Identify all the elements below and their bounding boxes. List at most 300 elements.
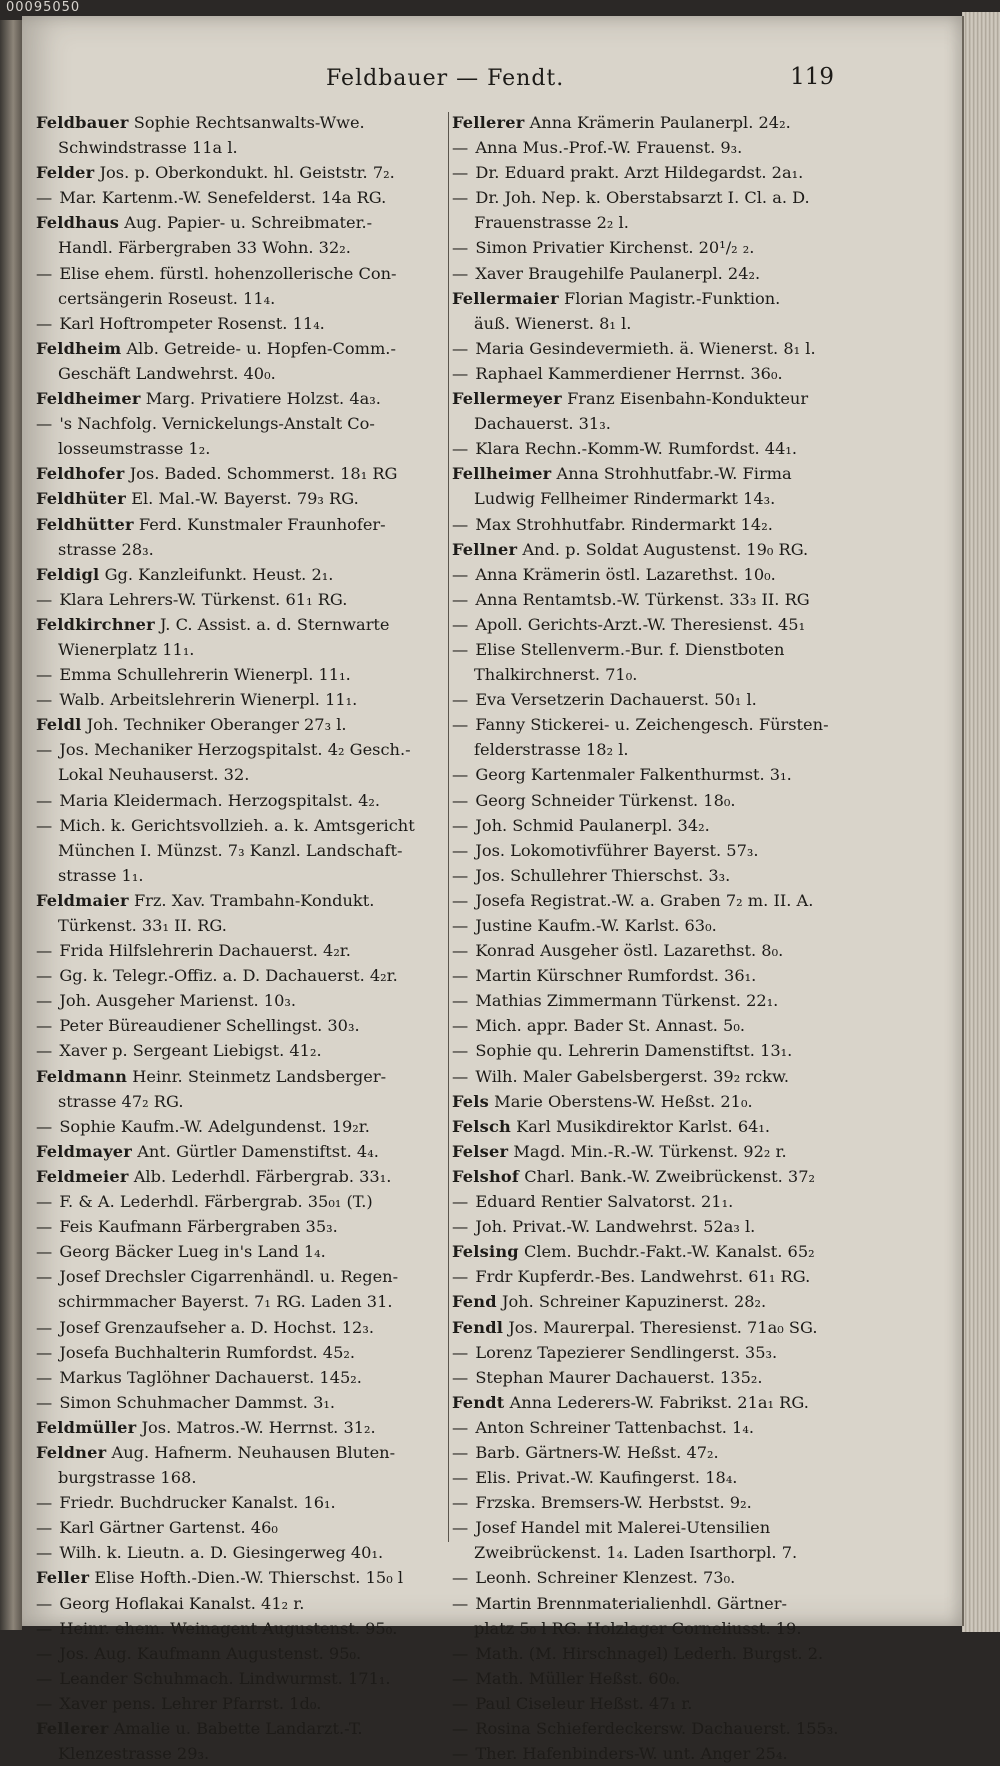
sub-entry bbox=[36, 1315, 446, 1340]
ditto-dash: — bbox=[452, 1442, 474, 1462]
surname: Fellermeyer bbox=[452, 389, 562, 409]
left-column bbox=[36, 110, 446, 1766]
surname-entry bbox=[36, 160, 446, 185]
sub-entry bbox=[36, 1264, 446, 1289]
ditto-dash: — bbox=[452, 1744, 474, 1764]
entry-text: Leonh. Schreiner Klenzest. 73₀. bbox=[475, 1568, 736, 1588]
ditto-dash: — bbox=[452, 1719, 474, 1738]
ditto-dash: — bbox=[36, 313, 58, 333]
sub-entry bbox=[452, 1465, 872, 1490]
surname-entry bbox=[36, 461, 446, 486]
ditto-dash: — bbox=[36, 690, 58, 710]
ditto-dash: — bbox=[452, 1643, 474, 1663]
ditto-dash: — bbox=[452, 815, 474, 835]
entry-text: Gg. Kanzleifunkt. Heust. 2₁. bbox=[104, 564, 334, 584]
ditto-dash: — bbox=[452, 1417, 474, 1437]
entry-text: Frida Hilfslehrerin Dachauerst. 4₂r. bbox=[59, 941, 351, 961]
entry-text: Frauenstrasse 2₂ l. bbox=[474, 213, 629, 233]
entry-text: Handl. Färbergraben 33 Wohn. 32₂. bbox=[58, 238, 351, 258]
entry-text: Fanny Stickerei- u. Zeichengesch. Fürsten- bbox=[475, 715, 829, 735]
surname-entry bbox=[452, 537, 872, 562]
surname: Fellheimer bbox=[452, 464, 552, 484]
surname: Feldmann bbox=[36, 1066, 128, 1086]
entry-continuation bbox=[36, 436, 446, 461]
surname: Felsch bbox=[452, 1116, 511, 1136]
ditto-dash: — bbox=[36, 790, 58, 810]
entry-text: Anna Krämerin östl. Lazarethst. 10₀. bbox=[475, 564, 776, 584]
sub-entry bbox=[452, 637, 872, 662]
entry-continuation bbox=[36, 286, 446, 311]
surname-entry bbox=[36, 1164, 446, 1189]
ditto-dash: — bbox=[452, 715, 474, 735]
ditto-dash: — bbox=[452, 263, 474, 283]
entry-text: Eva Versetzerin Dachauerst. 50₁ l. bbox=[475, 690, 757, 710]
entry-text: Mich. k. Gerichtsvollzieh. a. k. Amtsgericht bbox=[59, 815, 415, 835]
entry-text: Dr. Joh. Nep. k. Oberstabsarzt I. Cl. a. D. bbox=[475, 188, 810, 208]
surname: Fendl bbox=[452, 1317, 504, 1337]
surname: Fellerer bbox=[36, 1719, 109, 1738]
entry-continuation bbox=[452, 486, 872, 511]
surname: Feldmüller bbox=[36, 1417, 137, 1437]
surname: Feldbauer bbox=[36, 113, 129, 132]
surname: Felder bbox=[36, 163, 95, 183]
entry-text: Wienerplatz 11₁. bbox=[58, 639, 195, 659]
surname-entry bbox=[36, 486, 446, 511]
entry-text: Sophie Rechtsanwalts-Wwe. bbox=[133, 113, 365, 132]
sub-entry bbox=[36, 1515, 446, 1540]
entry-text: Jos. Mechaniker Herzogspitalst. 4₂ Gesch.- bbox=[59, 740, 411, 760]
entry-text: Math. (M. Hirschnagel) Lederh. Burgst. 2. bbox=[475, 1643, 824, 1663]
page-header bbox=[36, 60, 834, 100]
ditto-dash: — bbox=[36, 740, 58, 760]
sub-entry bbox=[452, 512, 872, 537]
sub-entry bbox=[452, 261, 872, 286]
entry-text: Max Strohhutfabr. Rindermarkt 14₂. bbox=[475, 514, 773, 534]
sub-entry bbox=[452, 863, 872, 888]
entry-continuation bbox=[36, 913, 446, 938]
entry-text: äuß. Wienerst. 8₁ l. bbox=[474, 313, 632, 333]
entry-text: certsängerin Roseust. 11₄. bbox=[58, 288, 276, 308]
ditto-dash: — bbox=[36, 1668, 58, 1688]
entry-text: Aug. Papier- u. Schreibmater.- bbox=[124, 213, 373, 233]
sub-entry bbox=[452, 963, 872, 988]
ditto-dash: — bbox=[452, 690, 474, 710]
surname-entry bbox=[36, 210, 446, 235]
sub-entry bbox=[452, 436, 872, 461]
entry-text: F. & A. Lederhdl. Färbergrab. 35₀₁ (T.) bbox=[59, 1192, 373, 1212]
entry-text: Mar. Kartenm.-W. Senefelderst. 14a RG. bbox=[59, 188, 387, 208]
ditto-dash: — bbox=[452, 589, 474, 609]
entry-text: Anton Schreiner Tattenbachst. 1₄. bbox=[475, 1417, 754, 1437]
sub-entry bbox=[36, 1214, 446, 1239]
entry-text: Dachauerst. 31₃. bbox=[474, 414, 611, 434]
entry-text: Anna Strohhutfabr.-W. Firma bbox=[556, 464, 792, 484]
entry-text: Xaver Braugehilfe Paulanerpl. 24₂. bbox=[475, 263, 761, 283]
entry-text: Jos. Baded. Schommerst. 18₁ RG bbox=[129, 464, 398, 484]
entry-text: Türkenst. 33₁ II. RG. bbox=[58, 916, 227, 935]
entry-text: Mathias Zimmermann Türkenst. 22₁. bbox=[475, 991, 779, 1011]
sub-entry bbox=[36, 1540, 446, 1565]
entry-text: Frz. Xav. Trambahn-Kondukt. bbox=[133, 890, 375, 910]
sub-entry bbox=[452, 1264, 872, 1289]
entry-continuation bbox=[452, 311, 872, 336]
sub-entry bbox=[36, 1239, 446, 1264]
entry-text: Heinr. Steinmetz Landsberger- bbox=[132, 1066, 387, 1086]
surname: Feldhütter bbox=[36, 514, 134, 534]
ditto-dash: — bbox=[36, 991, 58, 1011]
entry-text: Marie Oberstens-W. Heßst. 21₀. bbox=[494, 1091, 753, 1111]
ditto-dash: — bbox=[36, 1116, 58, 1136]
entry-text: Ferd. Kunstmaler Fraunhofer- bbox=[138, 514, 386, 534]
ditto-dash: — bbox=[36, 966, 58, 986]
entry-text: Marg. Privatiere Holzst. 4a₃. bbox=[145, 389, 381, 409]
surname-entry bbox=[36, 1139, 446, 1164]
entry-text: Heinr. ehem. Weinagent Augustenst. 95₀. bbox=[59, 1618, 398, 1638]
ditto-dash: — bbox=[36, 188, 58, 208]
ditto-dash: — bbox=[452, 138, 474, 158]
entry-continuation bbox=[36, 1289, 446, 1314]
entry-text: Florian Magistr.-Funktion. bbox=[563, 288, 781, 308]
entry-text: strasse 28₃. bbox=[58, 539, 154, 559]
surname: Feldheim bbox=[36, 338, 122, 358]
sub-entry bbox=[36, 1641, 446, 1666]
sub-entry bbox=[36, 788, 446, 813]
entry-text: Anna Lederers-W. Fabrikst. 21a₁ RG. bbox=[509, 1392, 809, 1412]
ditto-dash: — bbox=[452, 564, 474, 584]
surname-entry bbox=[452, 1089, 872, 1114]
surname: Fend bbox=[452, 1292, 497, 1312]
ditto-dash: — bbox=[452, 1668, 474, 1688]
entry-text: Josef Grenzaufseher a. D. Hochst. 12₃. bbox=[59, 1317, 374, 1337]
entry-continuation bbox=[36, 762, 446, 787]
entry-text: strasse 47₂ RG. bbox=[58, 1091, 184, 1111]
entry-text: Martin Kürschner Rumfordst. 36₁. bbox=[475, 966, 757, 986]
sub-entry bbox=[452, 1214, 872, 1239]
surname: Feldmayer bbox=[36, 1141, 133, 1161]
surname: Felshof bbox=[452, 1166, 520, 1186]
entry-text: Anna Rentamtsb.-W. Türkenst. 33₃ II. RG bbox=[475, 589, 810, 609]
ditto-dash: — bbox=[36, 1392, 58, 1412]
sub-entry bbox=[452, 361, 872, 386]
entry-text: Joh. Techniker Oberanger 27₃ l. bbox=[86, 715, 347, 735]
ditto-dash: — bbox=[36, 1192, 58, 1212]
entry-text: Josef Drechsler Cigarrenhändl. u. Regen- bbox=[59, 1267, 399, 1287]
ditto-dash: — bbox=[36, 1493, 58, 1513]
ditto-dash: — bbox=[452, 439, 474, 459]
entry-text: Leander Schuhmach. Lindwurmst. 171₁. bbox=[59, 1668, 391, 1688]
entry-text: losseumstrasse 1₂. bbox=[58, 439, 211, 459]
ditto-dash: — bbox=[452, 916, 474, 935]
ditto-dash: — bbox=[452, 1693, 474, 1713]
sub-entry bbox=[36, 662, 446, 687]
surname: Feldmeier bbox=[36, 1166, 129, 1186]
ditto-dash: — bbox=[452, 865, 474, 885]
sub-entry bbox=[36, 1666, 446, 1691]
entry-text: Simon Schuhmacher Dammst. 3₁. bbox=[59, 1392, 336, 1412]
entry-text: Xaver p. Sergeant Liebigst. 41₂. bbox=[59, 1041, 322, 1061]
sub-entry bbox=[452, 1666, 872, 1691]
sub-entry bbox=[452, 135, 872, 160]
surname-entry bbox=[36, 612, 446, 637]
ditto-dash: — bbox=[36, 941, 58, 961]
surname-entry bbox=[36, 1415, 446, 1440]
sub-entry bbox=[452, 888, 872, 913]
ditto-dash: — bbox=[452, 765, 474, 785]
entry-text: Paul Ciseleur Heßst. 47₁ r. bbox=[475, 1693, 693, 1713]
surname: Feldigl bbox=[36, 564, 100, 584]
entry-text: Ant. Gürtler Damenstiftst. 4₄. bbox=[137, 1141, 379, 1161]
entry-text: schirmmacher Bayerst. 7₁ RG. Laden 31. bbox=[58, 1292, 393, 1312]
entry-text: Karl Musikdirektor Karlst. 64₁. bbox=[516, 1116, 771, 1136]
entry-text: Feis Kaufmann Färbergraben 35₃. bbox=[59, 1217, 338, 1237]
entry-text: burgstrasse 168. bbox=[58, 1468, 197, 1488]
ditto-dash: — bbox=[452, 338, 474, 358]
entry-text: Markus Taglöhner Dachauerst. 145₂. bbox=[59, 1367, 362, 1387]
surname-entry bbox=[452, 1289, 872, 1314]
entry-text: Gg. k. Telegr.-Offiz. a. D. Dachauerst. 4₂r. bbox=[59, 966, 398, 986]
entry-text: Jos. Maurerpal. Theresienst. 71a₀ SG. bbox=[508, 1317, 818, 1337]
sub-entry bbox=[452, 1741, 872, 1766]
ditto-dash: — bbox=[452, 966, 474, 986]
sub-entry bbox=[36, 1616, 446, 1641]
entry-text: Raphael Kammerdiener Herrnst. 36₀. bbox=[475, 363, 783, 383]
surname-entry bbox=[36, 386, 446, 411]
entry-text: Klara Rechn.-Komm-W. Rumfordst. 44₁. bbox=[475, 439, 798, 459]
entry-text: Maria Gesindevermieth. ä. Wienerst. 8₁ l. bbox=[475, 338, 816, 358]
entry-text: Friedr. Buchdrucker Kanalst. 16₁. bbox=[59, 1493, 336, 1513]
entry-text: Josefa Buchhalterin Rumfordst. 45₂. bbox=[59, 1342, 356, 1362]
sub-entry bbox=[452, 913, 872, 938]
entry-continuation bbox=[452, 411, 872, 436]
entry-continuation bbox=[36, 838, 446, 863]
ditto-dash: — bbox=[36, 1267, 58, 1287]
sub-entry bbox=[452, 762, 872, 787]
running-title: Feldbauer — Fendt. bbox=[326, 66, 565, 91]
sub-entry bbox=[452, 687, 872, 712]
ditto-dash: — bbox=[452, 840, 474, 860]
entry-continuation bbox=[36, 1465, 446, 1490]
entry-text: Georg Hoflakai Kanalst. 41₂ r. bbox=[59, 1593, 305, 1613]
surname-entry bbox=[452, 1315, 872, 1340]
surname: Felser bbox=[452, 1141, 509, 1161]
entry-text: Maria Kleidermach. Herzogspitalst. 4₂. bbox=[59, 790, 381, 810]
column-divider bbox=[448, 112, 449, 1542]
sub-entry bbox=[36, 1114, 446, 1139]
entry-text: Jos. Matros.-W. Herrnst. 31₂. bbox=[141, 1417, 376, 1437]
entry-text: Math. Müller Heßst. 60₀. bbox=[475, 1668, 681, 1688]
sub-entry bbox=[452, 1565, 872, 1590]
sub-entry bbox=[452, 1189, 872, 1214]
ditto-dash: — bbox=[452, 238, 474, 258]
surname-entry bbox=[36, 110, 446, 135]
entry-text: Charl. Bank.-W. Zweibrückenst. 37₂ bbox=[524, 1166, 815, 1186]
entry-text: Jos. Schullehrer Thierschst. 3₃. bbox=[475, 865, 731, 885]
sub-entry bbox=[36, 1340, 446, 1365]
entry-text: Lokal Neuhauserst. 32. bbox=[58, 765, 250, 785]
ditto-dash: — bbox=[36, 1367, 58, 1387]
sub-entry bbox=[452, 988, 872, 1013]
ditto-dash: — bbox=[36, 1618, 58, 1638]
ditto-dash: — bbox=[36, 1693, 58, 1713]
entry-text: Joh. Schreiner Kapuzinerst. 28₂. bbox=[501, 1292, 767, 1312]
entry-text: Lorenz Tapezierer Sendlingerst. 35₃. bbox=[475, 1342, 778, 1362]
entry-text: Josef Handel mit Malerei-Utensilien bbox=[475, 1518, 771, 1538]
sub-entry bbox=[36, 411, 446, 436]
entry-text: Elise Hofth.-Dien.-W. Thierschst. 15₀ l bbox=[94, 1568, 404, 1588]
ditto-dash: — bbox=[452, 1041, 474, 1061]
surname: Feldkirchner bbox=[36, 614, 155, 634]
ditto-dash: — bbox=[36, 1317, 58, 1337]
sub-entry bbox=[452, 1038, 872, 1063]
entry-text: Franz Eisenbahn-Kondukteur bbox=[567, 389, 809, 409]
entry-text: Rosina Schieferdeckersw. Dachauerst. 155₃. bbox=[475, 1719, 839, 1738]
entry-text: Clem. Buchdr.-Fakt.-W. Kanalst. 65₂ bbox=[523, 1242, 815, 1262]
entry-text: Ther. Hafenbinders-W. unt. Anger 25₄. bbox=[475, 1744, 788, 1764]
entry-text: strasse 1₁. bbox=[58, 865, 144, 885]
ditto-dash: — bbox=[452, 941, 474, 961]
entry-text: München I. Münzst. 7₃ Kanzl. Landschaft- bbox=[58, 840, 403, 860]
sub-entry bbox=[452, 813, 872, 838]
ditto-dash: — bbox=[452, 363, 474, 383]
entry-text: Georg Schneider Türkenst. 18₀. bbox=[475, 790, 736, 810]
page-number: 119 bbox=[790, 64, 834, 90]
sub-entry bbox=[452, 712, 872, 737]
sub-entry bbox=[36, 261, 446, 286]
ditto-dash: — bbox=[452, 1267, 474, 1287]
surname: Feldhaus bbox=[36, 213, 120, 233]
surname: Feldner bbox=[36, 1442, 107, 1462]
ditto-dash: — bbox=[36, 1518, 58, 1538]
surname: Feldl bbox=[36, 715, 82, 735]
entry-text: Sophie Kaufm.-W. Adelgundenst. 19₂r. bbox=[59, 1116, 370, 1136]
surname: Fendt bbox=[452, 1392, 505, 1412]
ditto-dash: — bbox=[36, 665, 58, 685]
entry-text: Thalkirchnerst. 71₀. bbox=[474, 665, 638, 685]
surname: Felsing bbox=[452, 1242, 519, 1262]
ditto-dash: — bbox=[36, 1041, 58, 1061]
sub-entry bbox=[36, 963, 446, 988]
ditto-dash: — bbox=[452, 1066, 474, 1086]
entry-text: Justine Kaufm.-W. Karlst. 63₀. bbox=[475, 916, 717, 935]
entry-text: Karl Gärtner Gartenst. 46₀ bbox=[59, 1518, 278, 1538]
ditto-dash: — bbox=[452, 1468, 474, 1488]
entry-text: Simon Privatier Kirchenst. 20¹/₂ ₂. bbox=[475, 238, 755, 258]
entry-text: Alb. Getreide- u. Hopfen-Comm.- bbox=[126, 338, 396, 358]
right-column bbox=[452, 110, 872, 1766]
entry-continuation bbox=[36, 235, 446, 260]
ditto-dash: — bbox=[452, 991, 474, 1011]
ditto-dash: — bbox=[452, 1568, 474, 1588]
surname: Feldmaier bbox=[36, 890, 129, 910]
entry-text: Apoll. Gerichts-Arzt.-W. Theresienst. 45₁ bbox=[475, 614, 806, 634]
surname-entry bbox=[36, 1565, 446, 1590]
sub-entry bbox=[36, 1490, 446, 1515]
entry-text: Anna Krämerin Paulanerpl. 24₂. bbox=[529, 113, 791, 132]
entry-text: Georg Kartenmaler Falkenthurmst. 3₁. bbox=[475, 765, 792, 785]
sub-entry bbox=[36, 813, 446, 838]
surname: Feldhofer bbox=[36, 464, 125, 484]
entry-continuation bbox=[36, 637, 446, 662]
entry-text: Klara Lehrers-W. Türkenst. 61₁ RG. bbox=[59, 589, 348, 609]
entry-text: Anna Mus.-Prof.-W. Frauenst. 9₃. bbox=[475, 138, 743, 158]
sub-entry bbox=[452, 562, 872, 587]
entry-text: Elis. Privat.-W. Kaufingerst. 18₄. bbox=[475, 1468, 738, 1488]
ditto-dash: — bbox=[452, 614, 474, 634]
surname: Feller bbox=[36, 1568, 90, 1588]
surname-entry bbox=[452, 461, 872, 486]
sub-entry bbox=[452, 587, 872, 612]
ditto-dash: — bbox=[452, 1192, 474, 1212]
entry-text: Mich. appr. Bader St. Annast. 5₀. bbox=[475, 1016, 745, 1036]
entry-continuation bbox=[452, 737, 872, 762]
entry-text: Ludwig Fellheimer Rindermarkt 14₃. bbox=[474, 489, 776, 509]
surname: Fels bbox=[452, 1091, 489, 1111]
surname-entry bbox=[36, 1440, 446, 1465]
surname-entry bbox=[36, 888, 446, 913]
entry-text: Dr. Eduard prakt. Arzt Hildegardst. 2a₁. bbox=[475, 163, 804, 183]
entry-text: Elise ehem. fürstl. hohenzollerische Con- bbox=[59, 263, 397, 283]
surname: Fellermaier bbox=[452, 288, 559, 308]
surname-entry bbox=[36, 1716, 446, 1741]
sub-entry bbox=[452, 235, 872, 260]
entry-text: 's Nachfolg. Vernickelungs-Anstalt Co- bbox=[59, 414, 375, 434]
entry-continuation bbox=[36, 1089, 446, 1114]
entry-text: Magd. Min.-R.-W. Türkenst. 92₂ r. bbox=[513, 1141, 787, 1161]
entry-text: Georg Bäcker Lueg in's Land 1₄. bbox=[59, 1242, 326, 1262]
sub-entry bbox=[36, 687, 446, 712]
sub-entry bbox=[36, 1038, 446, 1063]
sub-entry bbox=[452, 938, 872, 963]
sub-entry bbox=[452, 336, 872, 361]
ditto-dash: — bbox=[36, 414, 58, 434]
sub-entry bbox=[452, 612, 872, 637]
sub-entry bbox=[452, 185, 872, 210]
sub-entry bbox=[452, 1415, 872, 1440]
surname-entry bbox=[36, 512, 446, 537]
sub-entry bbox=[36, 185, 446, 210]
sub-entry bbox=[452, 838, 872, 863]
entry-text: Emma Schullehrerin Wienerpl. 11₁. bbox=[59, 665, 351, 685]
entry-text: And. p. Soldat Augustenst. 19₀ RG. bbox=[522, 539, 809, 559]
page-edge bbox=[962, 12, 1000, 1632]
entry-text: Barb. Gärtners-W. Heßst. 47₂. bbox=[475, 1442, 719, 1462]
sub-entry bbox=[36, 587, 446, 612]
entry-continuation bbox=[36, 135, 446, 160]
entry-text: Klenzestrasse 29₃. bbox=[58, 1744, 210, 1764]
sub-entry bbox=[452, 1064, 872, 1089]
surname: Feldhüter bbox=[36, 489, 127, 509]
entry-text: Walb. Arbeitslehrerin Wienerpl. 11₁. bbox=[59, 690, 358, 710]
surname-entry bbox=[36, 562, 446, 587]
entry-continuation bbox=[452, 1540, 872, 1565]
sub-entry bbox=[452, 1365, 872, 1390]
entry-text: Sophie qu. Lehrerin Damenstiftst. 13₁. bbox=[475, 1041, 793, 1061]
entry-text: Jos. Aug. Kaufmann Augustenst. 95₀. bbox=[59, 1643, 362, 1663]
entry-text: Frdr Kupferdr.-Bes. Landwehrst. 61₁ RG. bbox=[475, 1267, 811, 1287]
sub-entry bbox=[452, 1440, 872, 1465]
entry-text: Martin Brennmaterialienhdl. Gärtner- bbox=[475, 1593, 787, 1613]
entry-text: Schwindstrasse 11a l. bbox=[58, 138, 238, 158]
ditto-dash: — bbox=[452, 1518, 474, 1538]
ditto-dash: — bbox=[452, 890, 474, 910]
sub-entry bbox=[36, 1189, 446, 1214]
entry-text: Josefa Registrat.-W. a. Graben 7₂ m. II. A. bbox=[475, 890, 814, 910]
ditto-dash: — bbox=[36, 1643, 58, 1663]
entry-continuation bbox=[36, 863, 446, 888]
entry-text: platz 5₀ l RG. Holzlager Corneliusst. 19. bbox=[474, 1618, 802, 1638]
entry-text: Joh. Privat.-W. Landwehrst. 52a₃ l. bbox=[475, 1217, 756, 1237]
entry-continuation bbox=[452, 1616, 872, 1641]
